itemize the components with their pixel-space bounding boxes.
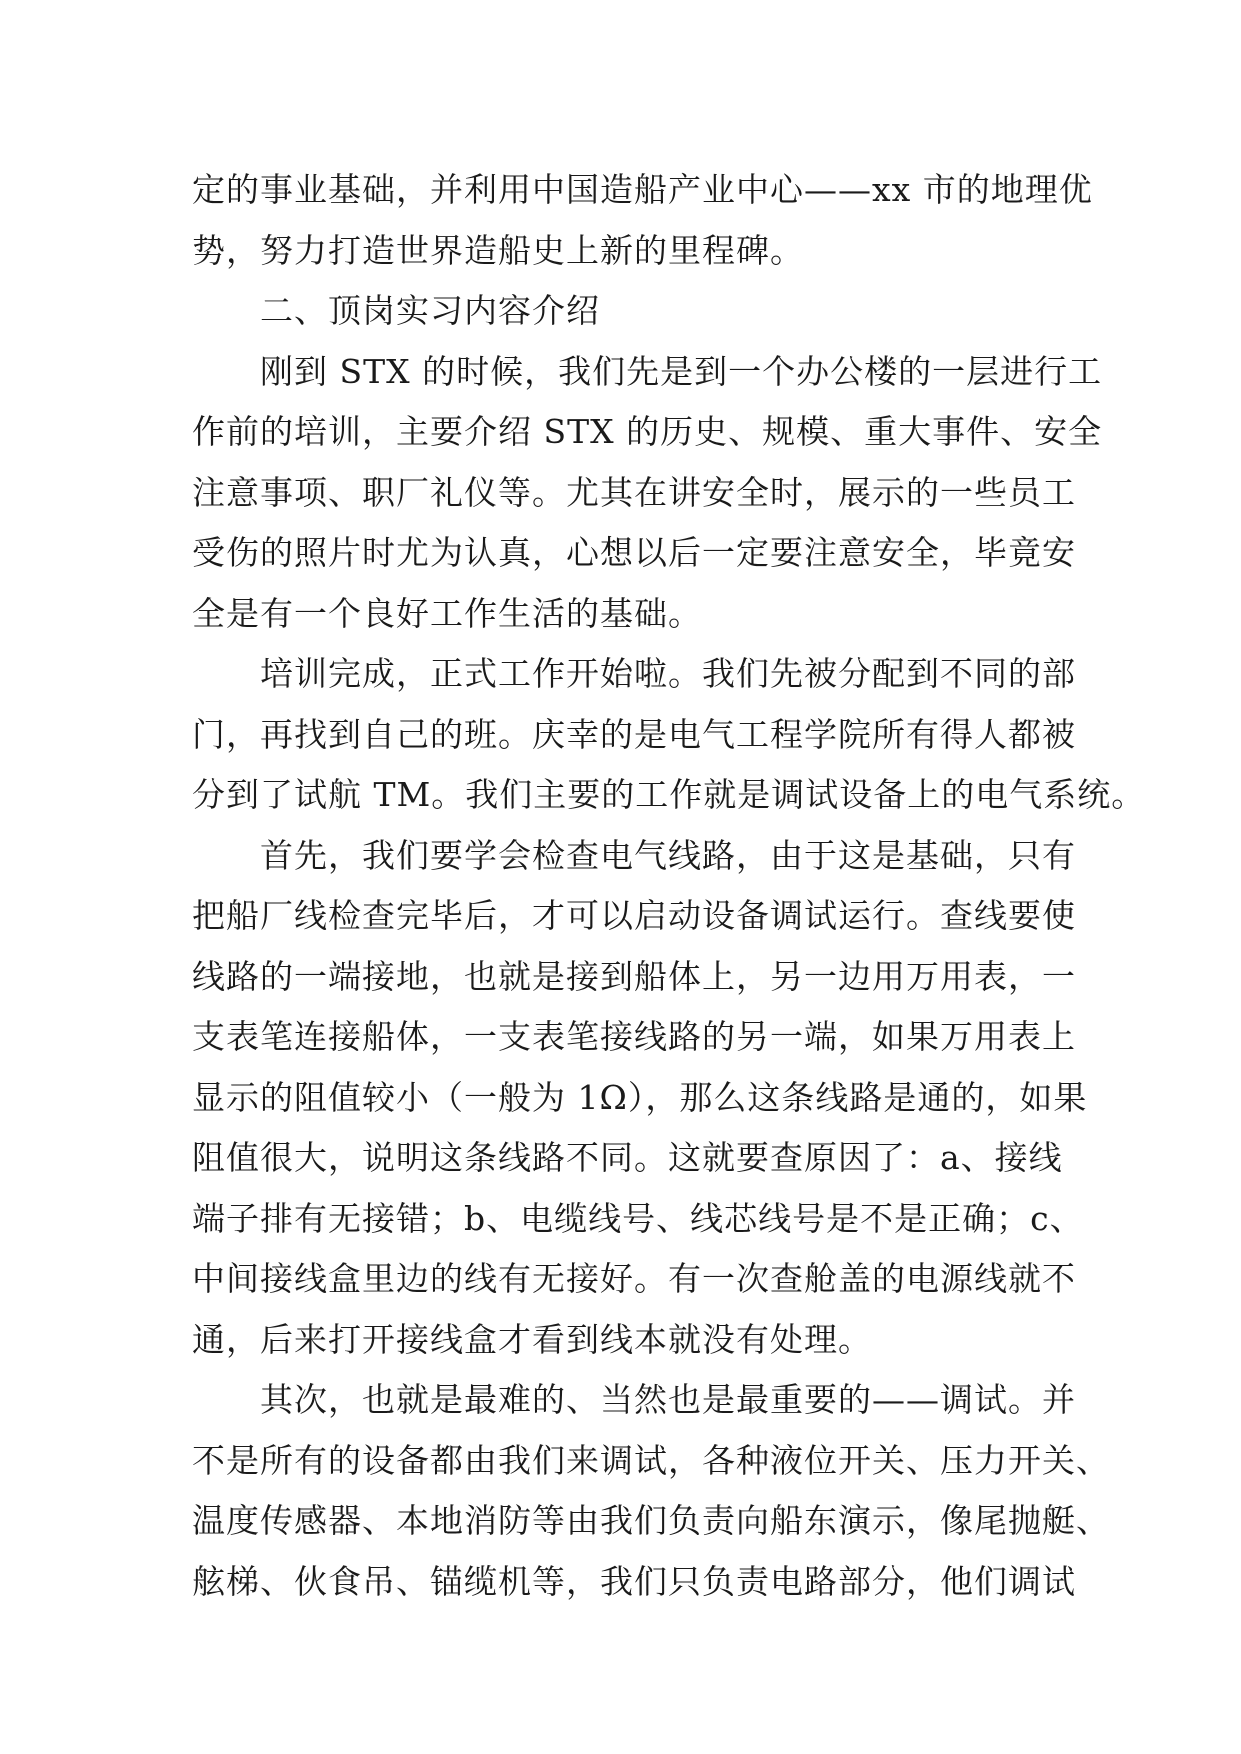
text-line: 端子排有无接错；b、电缆线号、线芯线号是不是正确；c、 bbox=[192, 1198, 1084, 1238]
text-line: 显示的阻值较小（一般为 1Ω），那么这条线路是通的，如果 bbox=[192, 1077, 1088, 1117]
text-line: 门，再找到自己的班。庆幸的是电气工程学院所有得人都被 bbox=[192, 714, 1076, 754]
text-line: 中间接线盒里边的线有无接好。有一次查舱盖的电源线就不 bbox=[192, 1259, 1076, 1298]
text-line: 定的事业基础，并利用中国造船产业中心——xx 市的地理优 bbox=[192, 170, 1093, 209]
text-line: 分到了试航 TM。我们主要的工作就是调试设备上的电气系统。 bbox=[192, 775, 1146, 814]
text-line: 受伤的照片时尤为认真，心想以后一定要注意安全，毕竟安 bbox=[192, 533, 1076, 572]
text-line: 温度传感器、本地消防等由我们负责向船东演示，像尾抛艇、 bbox=[192, 1501, 1110, 1540]
text-line: 把船厂线检查完毕后，才可以启动设备调试运行。查线要使 bbox=[192, 896, 1076, 935]
body-text bbox=[192, 160, 1146, 1612]
text-line: 首先，我们要学会检查电气线路，由于这是基础，只有 bbox=[192, 835, 1076, 875]
section-heading: 二、顶岗实习内容介绍 bbox=[192, 291, 600, 330]
text-line: 培训完成，正式工作开始啦。我们先被分配到不同的部 bbox=[192, 654, 1076, 693]
text-line: 阻值很大，说明这条线路不同。这就要查原因了：a、接线 bbox=[192, 1138, 1063, 1177]
text-line: 其次，也就是最难的、当然也是最重要的——调试。并 bbox=[192, 1380, 1076, 1419]
text-line: 全是有一个良好工作生活的基础。 bbox=[192, 593, 702, 633]
text-line: 舷梯、伙食吊、锚缆机等，我们只负责电路部分，他们调试 bbox=[192, 1561, 1076, 1601]
text-line: 注意事项、职厂礼仪等。尤其在讲安全时，展示的一些员工 bbox=[192, 472, 1076, 512]
text-line: 势，努力打造世界造船史上新的里程碑。 bbox=[192, 230, 804, 270]
text-line: 不是所有的设备都由我们来调试，各种液位开关、压力开关、 bbox=[192, 1440, 1110, 1480]
text-line: 支表笔连接船体，一支表笔接线路的另一端，如果万用表上 bbox=[192, 1017, 1076, 1056]
text-line: 线路的一端接地，也就是接到船体上，另一边用万用表，一 bbox=[192, 956, 1076, 996]
text-line: 刚到 STX 的时候，我们先是到一个办公楼的一层进行工 bbox=[192, 351, 1103, 391]
text-line: 通，后来打开接线盒才看到线本就没有处理。 bbox=[192, 1319, 872, 1359]
text-line: 作前的培训，主要介绍 STX 的历史、规模、重大事件、安全 bbox=[192, 412, 1103, 451]
